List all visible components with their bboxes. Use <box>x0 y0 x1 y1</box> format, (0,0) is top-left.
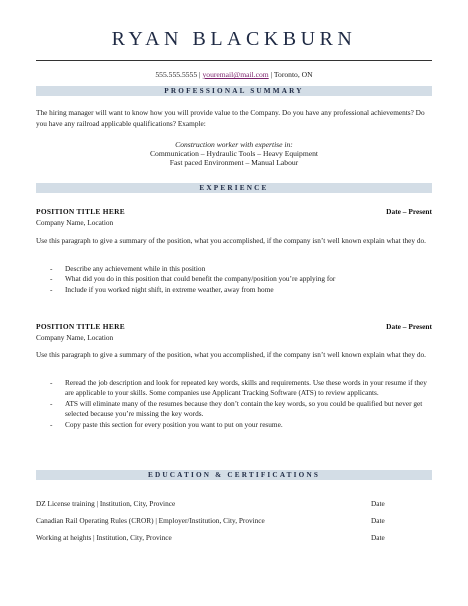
skills-line: Fast paced Environment – Manual Labour <box>169 158 299 167</box>
section-heading-experience: EXPERIENCE <box>36 183 432 193</box>
location: Toronto, ON <box>273 70 313 79</box>
company-name: Company Name, Location <box>36 218 114 227</box>
company-name: Company Name, Location <box>36 333 114 342</box>
skills-heading: Construction worker with expertise in: <box>175 140 293 149</box>
position-bullets <box>50 264 430 295</box>
list-item: - Include if you worked night shift, in extreme weather, away from home <box>50 285 430 295</box>
section-heading-summary: PROFESSIONAL SUMMARY <box>36 86 432 96</box>
summary-text: The hiring manager will want to know how you will provide value to the Company. Do you have any professional achievements? Do you have any railroad applicable qualifications? Example: <box>36 108 425 128</box>
applicant-name: RYAN BLACKBURN <box>111 28 357 50</box>
education-date: Date <box>371 516 385 525</box>
position-description: Use this paragraph to give a summary of the position, what you accomplished, if the company isn’t well known explain what they do. <box>36 236 426 245</box>
list-item: - Describe any achievement while in this position <box>50 264 430 274</box>
position-description: Use this paragraph to give a summary of the position, what you accomplished, if the company isn’t well known explain what they do. <box>36 350 426 359</box>
list-item: - What did you do in this position that could benefit the company/position you’re applying for <box>50 274 430 284</box>
position-date: Date – Present <box>386 207 432 216</box>
phone-number: 555.555.5555 <box>155 70 198 79</box>
header-divider <box>36 60 432 61</box>
position-title: POSITION TITLE HERE <box>36 207 125 216</box>
education-date: Date <box>371 533 385 542</box>
contact-separator: | <box>199 70 201 79</box>
education-item: Working at heights | Institution, City, Province <box>36 533 172 542</box>
list-item: - ATS will eliminate many of the resumes because they don’t contain the key words, so you could be qualified but never get selected because you’re missing the key words. <box>50 399 430 420</box>
education-date: Date <box>371 499 385 508</box>
education-item: Canadian Rail Operating Rules (CROR) | Employer/Institution, City, Province <box>36 516 265 525</box>
contact-line <box>0 70 468 79</box>
skills-line: Communication – Hydraulic Tools – Heavy Equipment <box>149 149 319 158</box>
section-heading-education: EDUCATION & CERTIFICATIONS <box>36 470 432 480</box>
position-date: Date – Present <box>386 322 432 331</box>
contact-separator: | <box>270 70 273 79</box>
position-bullets <box>50 378 430 430</box>
email-link[interactable]: youremail@mail.com <box>202 70 269 79</box>
position-title: POSITION TITLE HERE <box>36 322 125 331</box>
list-item: - Copy paste this section for every position you want to put on your resume. <box>50 420 430 430</box>
education-item: DZ License training | Institution, City, Province <box>36 499 176 508</box>
list-item: - Reread the job description and look for repeated key words, skills and requirements. Use these words in your resume if they are applicable to your skills. Some companies use Applicant Tracking Software (ATS) to review applicants. <box>50 378 430 399</box>
